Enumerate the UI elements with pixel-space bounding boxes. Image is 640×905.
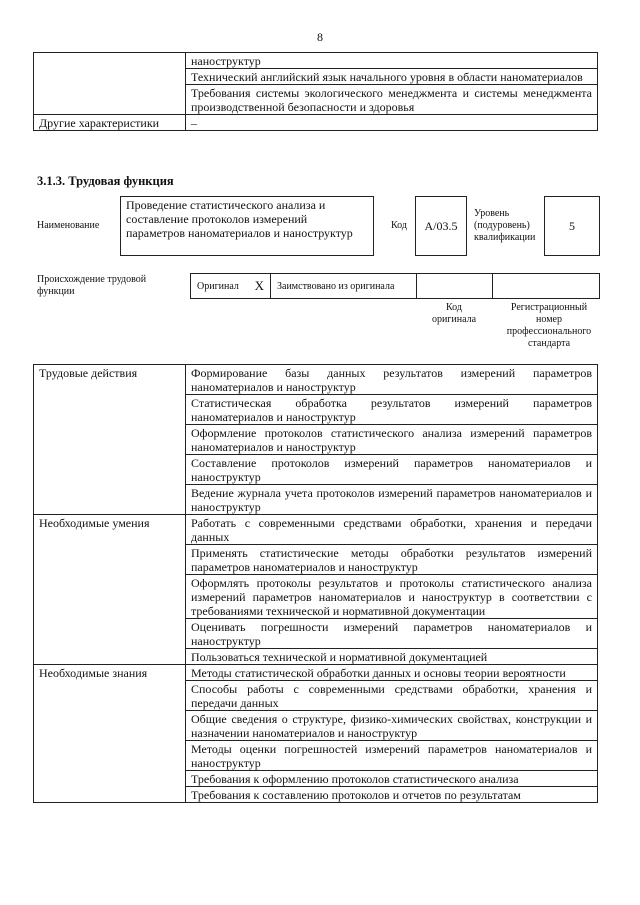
other-characteristics-value: –	[186, 115, 598, 131]
level-label-line-3: квалификации	[474, 232, 536, 243]
table-cell: Составление протоколов измерений параметров наноматериалов и наноструктур	[186, 455, 598, 485]
section-title: 3.1.3. Трудовая функция	[37, 174, 174, 188]
labor-function-table-body	[34, 365, 598, 803]
name-label: Наименование	[37, 220, 100, 231]
caption-line: профессионального	[506, 326, 592, 337]
top-table-body	[34, 53, 598, 131]
table-cell: Пользоваться технической и нормативной документацией	[186, 649, 598, 665]
table-cell: Оформлять протоколы результатов и протоколы статистического анализа измерений параметров наноматериалов и наноструктур в соответствии с требованиями технической и нормативной документации	[186, 575, 598, 619]
table-cell: Оценивать погрешности измерений параметров наноматериалов и наноструктур	[186, 619, 598, 649]
labor-function-table	[33, 364, 598, 803]
top-characteristics-table	[33, 52, 598, 131]
table-row	[34, 53, 598, 69]
registration-caption	[494, 302, 604, 350]
caption-line: номер	[536, 314, 562, 325]
table-row	[34, 515, 598, 545]
level-label-line-2: (подуровень)	[474, 220, 530, 231]
origin-label-line-2: функции	[37, 286, 75, 297]
page-number: 8	[317, 30, 323, 44]
table-cell: Требования к составлению протоколов и отчетов по результатам	[186, 787, 598, 803]
table-row	[34, 365, 598, 395]
code-value-box: А/03.5	[415, 196, 467, 256]
caption-line: оригинала	[431, 314, 477, 325]
level-value-box: 5	[544, 196, 600, 256]
table-row	[34, 115, 598, 131]
group-label: Необходимые умения	[34, 515, 186, 665]
borrowed-cell	[271, 274, 417, 298]
caption-line: Регистрационный	[510, 302, 588, 313]
table-cell: Оформление протоколов статистического анализа измерений параметров наноматериалов и наноструктур	[186, 425, 598, 455]
table-row	[34, 665, 598, 681]
table-cell: Общие сведения о структуре, физико-химических свойствах, конструкции и назначении наноматериалов и наноструктур	[186, 711, 598, 741]
original-code-cell	[417, 274, 493, 298]
table-cell: наноструктур	[186, 53, 598, 69]
table-cell: Работать с современными средствами обработки, хранения и передачи данных	[186, 515, 598, 545]
function-name-box: Проведение статистического анализа и составление протоколов измерений параметров наноматериалов и наноструктур	[120, 196, 374, 256]
empty-label-cell	[34, 53, 186, 115]
original-label: Оригинал	[197, 280, 239, 292]
table-cell: Технический английский язык начального уровня в области наноматериалов	[186, 69, 598, 85]
code-label: Код	[391, 220, 407, 231]
table-cell: Статистическая обработка результатов измерений параметров наноматериалов и наноструктур	[186, 395, 598, 425]
table-cell: Применять статистические методы обработки результатов измерений параметров наноматериалов и наноструктур	[186, 545, 598, 575]
table-cell: Формирование базы данных результатов измерений параметров наноматериалов и наноструктур	[186, 365, 598, 395]
table-cell: Ведение журнала учета протоколов измерений параметров наноматериалов и наноструктур	[186, 485, 598, 515]
caption-line: Код	[446, 302, 462, 313]
original-cell	[191, 274, 271, 298]
group-label: Необходимые знания	[34, 665, 186, 803]
original-mark: X	[254, 278, 264, 293]
table-cell: Методы оценки погрешностей измерений параметров наноматериалов и наноструктур	[186, 741, 598, 771]
table-cell: Требования системы экологического менеджмента и системы менеджмента производственной безопасности и здоровья	[186, 85, 598, 115]
origin-label-line-1: Происхождение трудовой	[37, 274, 147, 285]
level-label-line-1: Уровень	[474, 208, 510, 219]
table-cell: Требования к оформлению протоколов статистического анализа	[186, 771, 598, 787]
code-original-caption	[414, 302, 494, 326]
origin-row	[190, 273, 600, 299]
borrowed-label: Заимствовано из оригинала	[277, 280, 395, 292]
table-cell: Способы работы с современными средствами обработки, хранения и передачи данных	[186, 681, 598, 711]
group-label: Трудовые действия	[34, 365, 186, 515]
registration-number-cell	[493, 274, 599, 298]
other-characteristics-label: Другие характеристики	[34, 115, 186, 131]
table-cell: Методы статистической обработки данных и основы теории вероятности	[186, 665, 598, 681]
caption-line: стандарта	[527, 338, 571, 349]
